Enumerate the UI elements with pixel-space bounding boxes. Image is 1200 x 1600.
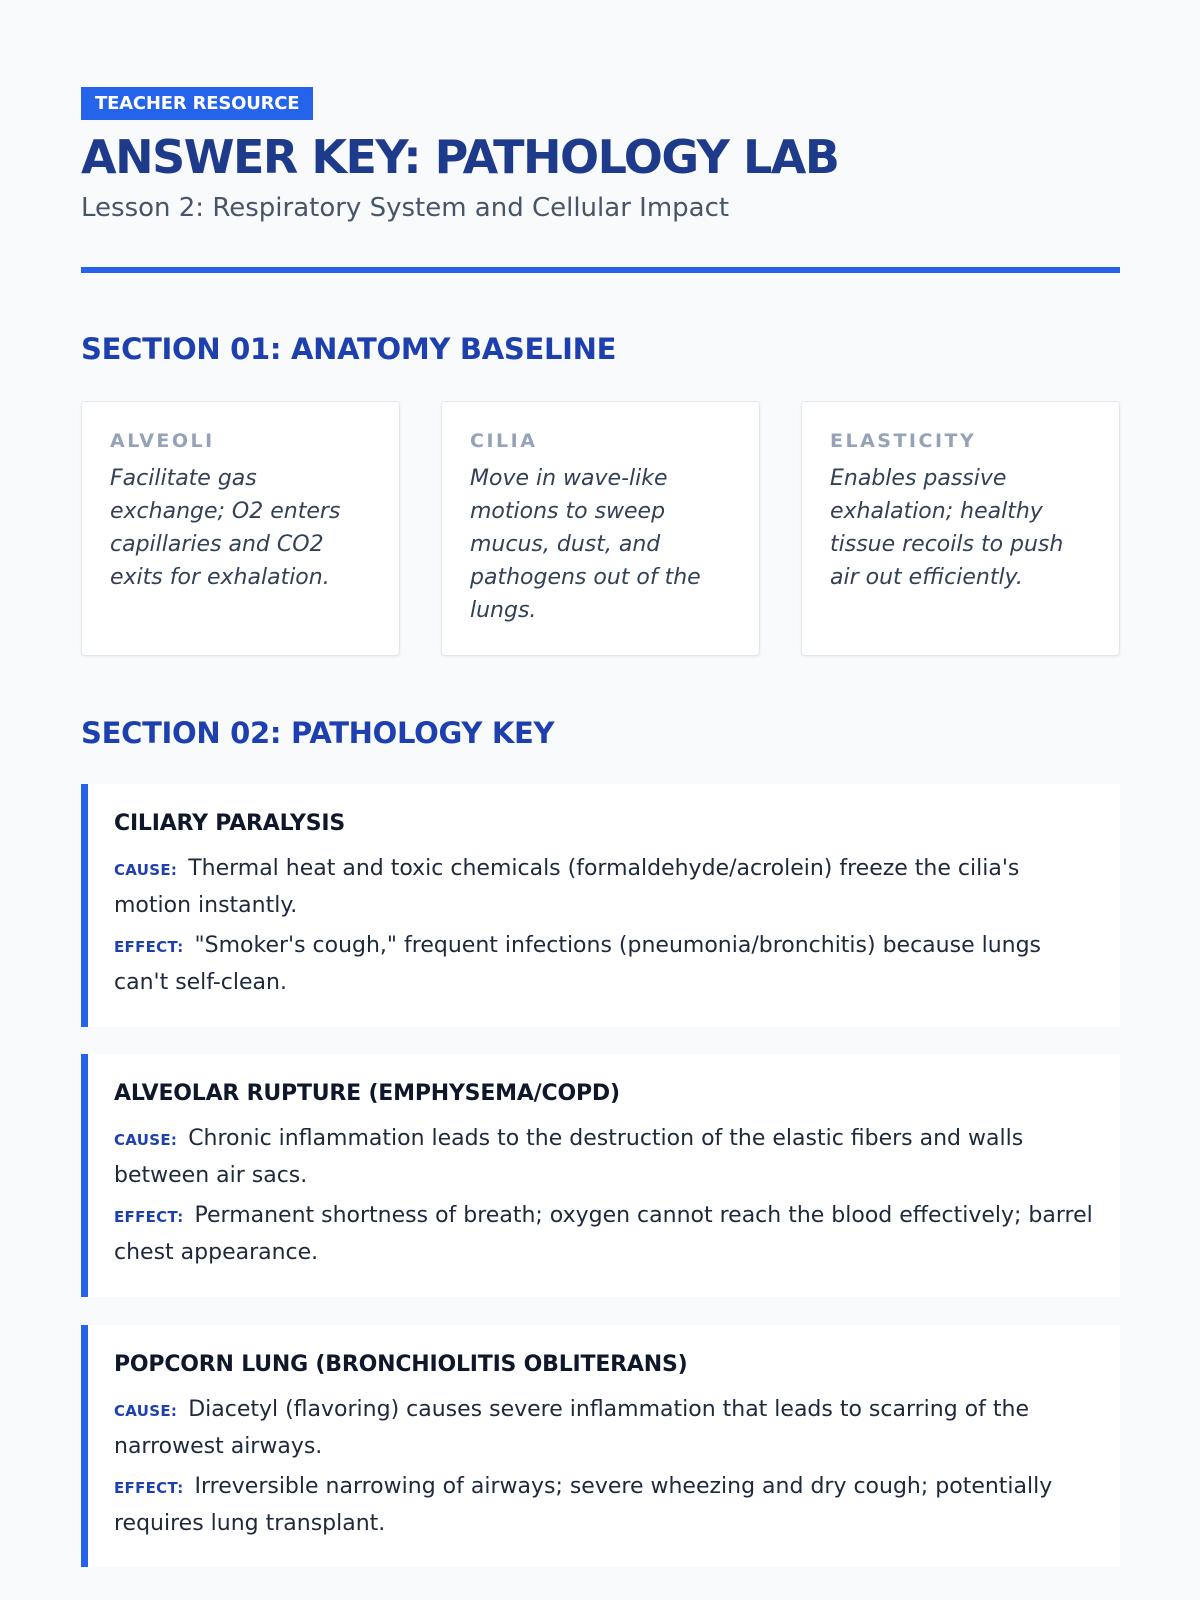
- anatomy-card-title: ALVEOLI: [110, 430, 215, 452]
- pathology-effect: [114, 1198, 1094, 1270]
- pathology-effect: [114, 928, 1094, 1000]
- anatomy-card-title: ELASTICITY: [830, 430, 977, 452]
- cause-text: Thermal heat and toxic chemicals (formaldehyde/acrolein) freeze the cilia's motion instantly.: [114, 856, 1020, 918]
- effect-text: Permanent shortness of breath; oxygen cannot reach the blood effectively; barrel chest appearance.: [114, 1203, 1093, 1265]
- pathology-cause: [114, 851, 1094, 923]
- anatomy-cards: [81, 401, 1120, 656]
- anatomy-card-text: Facilitate gas exchange; O2 enters capillaries and CO2 exits for exhalation.: [110, 466, 341, 590]
- cause-label: CAUSE:: [114, 861, 178, 879]
- anatomy-card-text: Move in wave-like motions to sweep mucus, dust, and pathogens out of the lungs.: [470, 466, 701, 623]
- pathology-card-alveolar-rupture: [81, 1054, 1120, 1297]
- pathology-card-ciliary-paralysis: [81, 784, 1120, 1027]
- pathology-card-popcorn-lung: [81, 1325, 1120, 1567]
- cause-text: Diacetyl (flavoring) causes severe inflammation that leads to scarring of the narrowest airways.: [114, 1397, 1029, 1459]
- effect-text: Irreversible narrowing of airways; severe wheezing and dry cough; potentially requires lung transplant.: [114, 1474, 1053, 1536]
- effect-text: "Smoker's cough," frequent infections (pneumonia/bronchitis) because lungs can't self-clean.: [114, 933, 1042, 995]
- pathology-title: CILIARY PARALYSIS: [114, 811, 345, 836]
- resource-tag: TEACHER RESOURCE: [81, 87, 313, 120]
- pathology-title: ALVEOLAR RUPTURE (EMPHYSEMA/COPD): [114, 1081, 620, 1106]
- pathology-cause: [114, 1392, 1094, 1464]
- cause-text: Chronic inflammation leads to the destruction of the elastic fibers and walls between air sacs.: [114, 1126, 1024, 1188]
- cause-label: CAUSE:: [114, 1131, 178, 1149]
- section-heading-pathology: SECTION 02: PATHOLOGY KEY: [81, 716, 555, 750]
- cause-label: CAUSE:: [114, 1402, 178, 1420]
- header-divider: [81, 267, 1120, 273]
- page-title: ANSWER KEY: PATHOLOGY LAB: [81, 130, 839, 184]
- section-heading-anatomy: SECTION 01: ANATOMY BASELINE: [81, 332, 617, 366]
- anatomy-card-cilia: [441, 401, 760, 656]
- anatomy-card-text: Enables passive exhalation; healthy tissue recoils to push air out efficiently.: [830, 466, 1064, 590]
- pathology-cause: [114, 1121, 1094, 1193]
- anatomy-card-elasticity: [801, 401, 1120, 656]
- anatomy-card-alveoli: [81, 401, 400, 656]
- effect-label: EFFECT:: [114, 938, 184, 956]
- anatomy-card-title: CILIA: [470, 430, 538, 452]
- effect-label: EFFECT:: [114, 1479, 184, 1497]
- pathology-title: POPCORN LUNG (BRONCHIOLITIS OBLITERANS): [114, 1352, 688, 1377]
- effect-label: EFFECT:: [114, 1208, 184, 1226]
- pathology-effect: [114, 1469, 1094, 1541]
- page-subtitle: Lesson 2: Respiratory System and Cellular Impact: [81, 193, 730, 223]
